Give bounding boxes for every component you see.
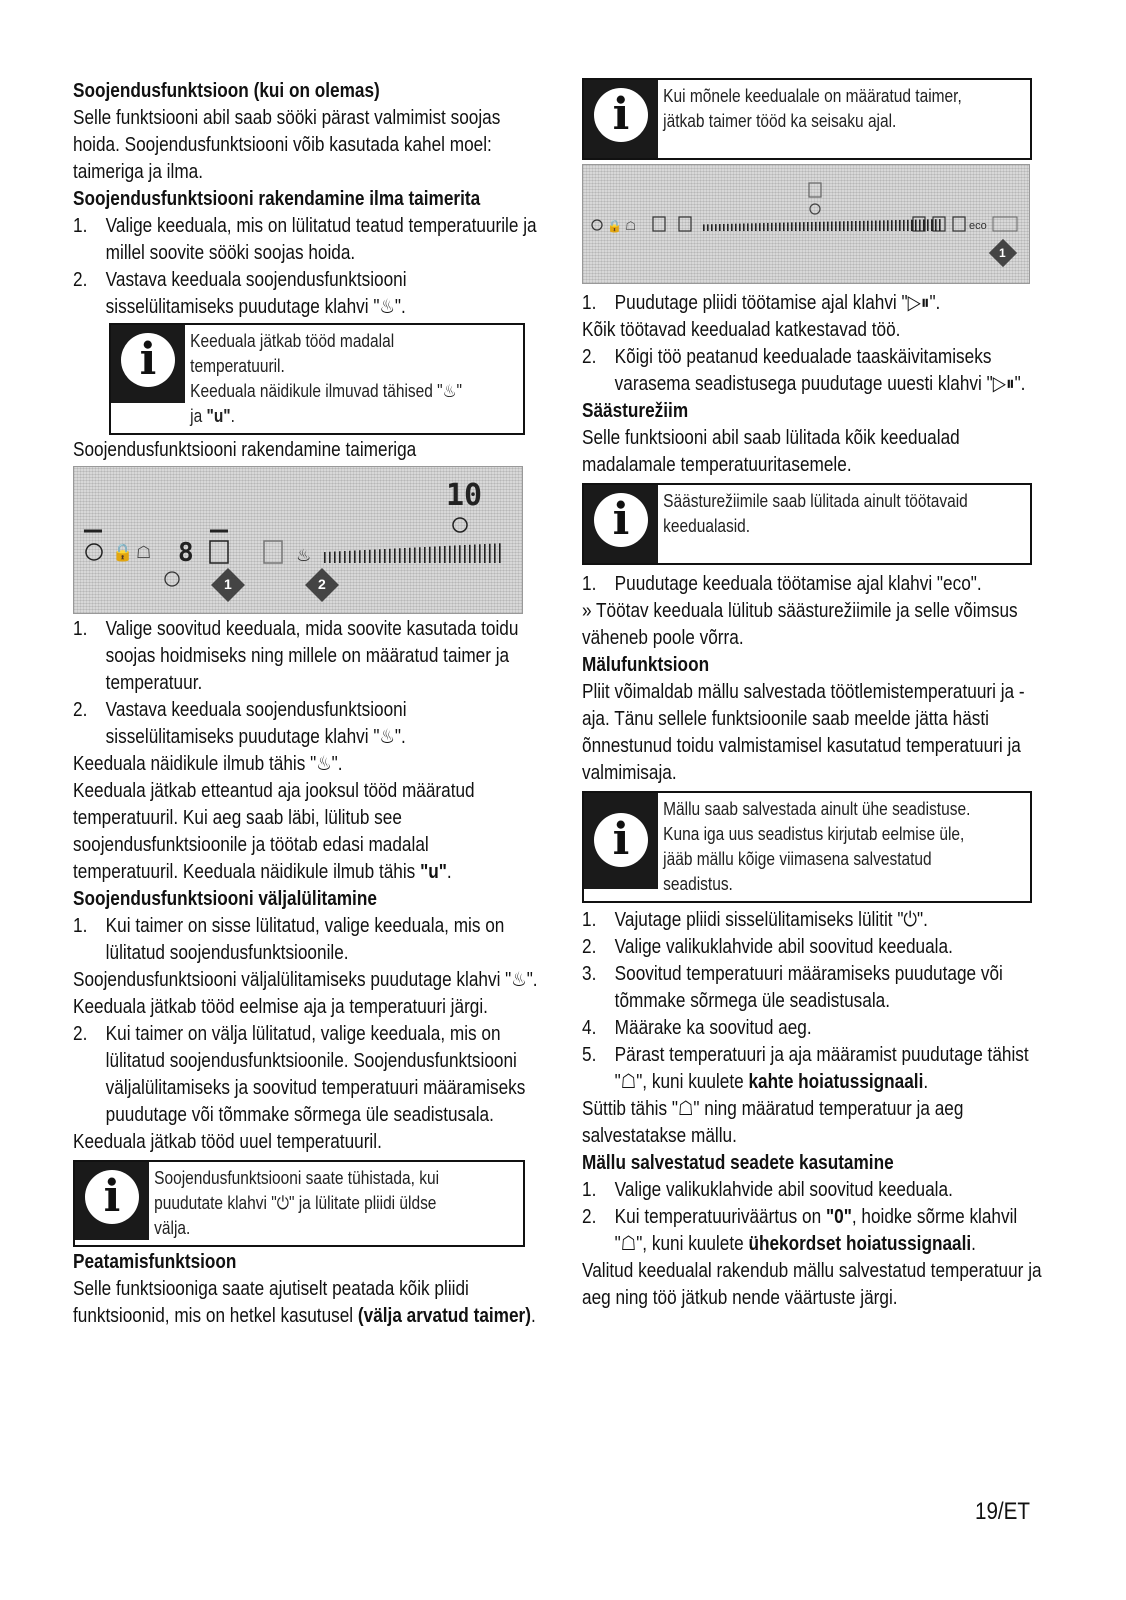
power-icon — [592, 220, 602, 230]
slider-bar — [799, 222, 801, 231]
slider-bar — [707, 224, 709, 231]
paragraph: » Töötav keeduala lülitub säästurežiimile ja selle võimsus väheneb poole võrra. — [582, 600, 1018, 649]
list-item: 2. Valige valikuklahvide abil soovitud keeduala. — [582, 936, 953, 958]
slider-bar — [819, 222, 821, 231]
slider-bar — [911, 220, 913, 231]
slider-bar — [807, 222, 809, 231]
slider-bar — [919, 220, 921, 231]
slider-bar — [899, 220, 901, 231]
slider-bar — [459, 545, 461, 563]
list-item: 4. Määrake ka soovitud aeg. — [582, 1017, 812, 1039]
list-item: 1. Vajutage pliidi sisselülitamiseks lülitit "⏻". — [582, 909, 928, 931]
slider-bar — [931, 219, 933, 231]
eco-icon: eco — [969, 220, 987, 232]
zone-icons — [653, 217, 965, 231]
right-column — [582, 78, 1052, 1312]
slider-bar — [835, 221, 837, 231]
list-item: 3. Soovitud temperatuuri määramiseks puudutage või tõmmake sõrmega üle seadistusala. — [582, 963, 1003, 1012]
list-item: 1. Kui taimer on sisse lülitatud, valige keeduala, mis on lülitatud soojendusfunktsioonile. — [73, 915, 505, 964]
list-item: 1. Valige keeduala, mis on lülitatud teatud temperatuurile ja millel soovite sööki soojas hoida. — [73, 215, 537, 264]
slider-bar — [839, 221, 841, 231]
zone-icon — [210, 541, 228, 563]
control-panel-svg — [583, 165, 1029, 283]
paragraph: Keeduala jätkab etteantud aja jooksul tööd määratud temperatuuril. Kui aeg saab läbi, lülitub see soojendusfunktsioonile ja töötab edasi madalal temperatuuril. Keeduala näidikule ilmub tähis "u". — [73, 780, 475, 883]
slider-bar — [843, 221, 845, 231]
power-icon — [86, 544, 102, 560]
slider-bar — [767, 223, 769, 231]
info-icon: i — [111, 325, 185, 403]
list-item: 1. Valige valikuklahvide abil soovitud keeduala. — [582, 1179, 953, 1201]
info-box: i Säästurežiimile saab lülitada ainult töötavaid keedualasid. — [582, 483, 1032, 565]
slider-bar — [883, 220, 885, 231]
slider-bar — [935, 219, 937, 231]
slider-bar — [915, 220, 917, 231]
slider-bar — [923, 219, 925, 231]
paragraph: Valitud keedualal rakendub mällu salvestatud temperatuur ja aeg ning töö jätkub nende väärtuste järgi. — [582, 1260, 1042, 1309]
slider-bar — [751, 223, 753, 231]
slider-bar — [703, 224, 705, 231]
heading-with-timer: Soojendusfunktsiooni rakendamine taimeriga — [73, 439, 417, 461]
slider-bar — [847, 221, 849, 231]
slider-bar — [711, 224, 713, 231]
slider-bar — [735, 224, 737, 231]
slider-bar — [783, 223, 785, 231]
slider-bar — [863, 221, 865, 231]
slider-bar — [739, 224, 741, 231]
paragraph: Selle funktsiooni abil saab lülitada kõik keedualad madalamale temperatuuritasemele. — [582, 427, 960, 476]
heading-memory-function: Mälufunktsioon — [582, 654, 710, 676]
slider-bar — [454, 546, 456, 564]
slider-bar — [891, 220, 893, 231]
timer-display: 10 — [446, 478, 483, 513]
paragraph: Keeduala jätkab tööd eelmise aja ja temperatuuri järgi. — [73, 996, 488, 1018]
zone-icon — [653, 217, 665, 231]
slider-bar — [831, 222, 833, 231]
slider-bar — [939, 219, 941, 231]
marker-label-1: 1 — [999, 246, 1006, 260]
slider-bar — [474, 545, 476, 564]
list-item: 2. Kui taimer on välja lülitatud, valige keeduala, mis on lülitatud soojendusfunktsioonile. Soojendusfunktsiooni väljalülitamiseks ja soovitud temperatuuri määramiseks puudutage või tõmmake sõrmega üle seadistusala. — [73, 1023, 526, 1126]
slider-bar — [719, 224, 721, 231]
slider-bar — [439, 546, 441, 563]
slider-bars — [324, 543, 501, 563]
slider-bar — [404, 548, 406, 563]
paragraph: Selle funktsiooni abil saab sööki pärast valmimist soojas hoida. Soojendusfunktsiooni võib kasutada kahel moel: taimeriga ja ilma. — [73, 107, 501, 183]
slider-bar — [727, 224, 729, 231]
slider-bar — [887, 220, 889, 231]
slider-bar — [879, 220, 881, 231]
slider-bar — [715, 224, 717, 231]
slider-bar — [907, 220, 909, 231]
slider-bar — [763, 223, 765, 231]
paragraph: Selle funktsiooniga saate ajutiselt peatada kõik pliidi funktsioonid, mis on hetkel kasutusel (välja arvatud taimer). — [73, 1278, 536, 1327]
list-item: 1. Puudutage keeduala töötamise ajal klahvi "eco". — [582, 573, 982, 595]
slider-bar — [867, 221, 869, 231]
slider-bar — [851, 221, 853, 231]
control-panel-svg — [74, 467, 522, 613]
slider-bar — [731, 224, 733, 231]
heading-using-memory: Mällu salvestatud seadete kasutamine — [582, 1152, 894, 1174]
slider-bar — [419, 547, 421, 563]
slider-bar — [379, 549, 381, 563]
slider-bar — [787, 223, 789, 231]
slider-bar — [743, 224, 745, 232]
slider-bar — [755, 223, 757, 231]
heading-eco-mode: Säästurežiim — [582, 400, 689, 422]
info-icon: i — [584, 80, 658, 158]
slider-bar — [927, 219, 929, 231]
list-item: 2. Vastava keeduala soojendusfunktsiooni sisselülitamiseks puudutage klahvi "♨". — [73, 269, 407, 318]
slider-bar — [479, 544, 481, 563]
left-column — [73, 78, 539, 1330]
slider-bar — [903, 220, 905, 231]
slider-bar — [394, 549, 396, 564]
marker-label-2: 2 — [318, 576, 326, 592]
info-box: i Mällu saab salvestada ainult ühe seadistuse. Kuna iga uus seadistus kirjutab eelmise üle, jääb mällu kõige viimasena salvestatud seadistus. — [582, 791, 1032, 903]
slider-bar — [484, 544, 486, 563]
paragraph: Pliit võimaldab mällu salvestada töötlemistemperatuuri ja -aja. Tänu sellele funktsioonile saab meelde jätta hästi õnnestunud toidu valmistamisel kasutatud temperatuuri ja valmimisaja. — [582, 681, 1025, 784]
slider-bar — [779, 223, 781, 231]
slider-bar — [414, 548, 416, 564]
lock-icon: 🔒 — [112, 543, 134, 563]
slider-bar — [464, 545, 466, 563]
slider-bar — [815, 222, 817, 231]
slider-bar — [823, 222, 825, 231]
marker-label-1: 1 — [224, 576, 232, 592]
slider-bar — [827, 222, 829, 231]
slider-bar — [499, 543, 501, 563]
slider-bar — [871, 221, 873, 231]
warming-icon: ♨ — [296, 546, 312, 566]
list-item: 2. Vastava keeduala soojendusfunktsiooni sisselülitamiseks puudutage klahvi "♨". — [73, 699, 407, 748]
heading-turn-off: Soojendusfunktsiooni väljalülitamine — [73, 888, 377, 910]
slider-bar — [329, 552, 331, 563]
slider-bar — [723, 224, 725, 231]
slider-bar — [811, 222, 813, 231]
svg-text:🔒 ☖: 🔒 ☖ — [607, 219, 637, 233]
slider-bar — [409, 548, 411, 563]
slider-bars — [703, 219, 941, 231]
control-panel-illustration — [582, 164, 1030, 284]
slider-bar — [859, 221, 861, 231]
slider-bar — [434, 547, 436, 564]
list-item: 2. Kui temperatuuriväärtus on "0", hoidke sõrme klahvil "☖", kuni kuulete ühekordset hoiatussignaali. — [582, 1206, 1018, 1255]
slider-bar — [424, 547, 426, 563]
timer-icon — [453, 518, 467, 532]
slider-bar — [344, 551, 346, 563]
slider-bar — [384, 549, 386, 563]
control-panel-illustration — [73, 466, 523, 614]
list-item: 2. Kõigi töö peatanud keedualade taaskäivitamiseks varasema seadistusega puudutage uuesti klahvi "▷⏸". — [582, 346, 1026, 395]
slider-bar — [374, 550, 376, 564]
slider-bar — [354, 551, 356, 564]
slider-bar — [771, 223, 773, 231]
paragraph: Keeduala näidikule ilmub tähis "♨". — [73, 753, 343, 775]
zone-display: 8 — [178, 538, 194, 568]
slider-bar — [324, 552, 326, 563]
slider-bar — [359, 550, 361, 563]
slider-bar — [747, 223, 749, 231]
slider-bar — [494, 544, 496, 564]
slider-bar — [444, 546, 446, 563]
slider-bar — [349, 551, 351, 563]
heading-pause-function: Peatamisfunktsioon — [73, 1251, 237, 1273]
info-icon: i — [584, 485, 658, 563]
info-icon: i — [584, 793, 658, 889]
slider-bar — [855, 221, 857, 231]
zone-icon — [679, 217, 691, 231]
timer-small-icon — [165, 572, 179, 586]
slider-bar — [364, 550, 366, 563]
zone-icon — [953, 217, 965, 231]
info-box: i Kui mõnele keedualale on määratud taimer, jätkab taimer tööd ka seisaku ajal. — [582, 78, 1032, 160]
info-box: i Keeduala jätkab tööd madalal temperatuuril. Keeduala näidikule ilmuvad tähised "♨" ja "u". — [109, 323, 525, 435]
slider-bar — [334, 552, 336, 564]
slider-bar — [369, 550, 371, 563]
slider-bar — [489, 544, 491, 563]
slider-bar — [875, 221, 877, 231]
slider-bar — [399, 548, 401, 563]
slider-bar — [389, 549, 391, 563]
list-item: 5. Pärast temperatuuri ja aja määramist puudutage tähist "☖", kuni kuulete kahte hoiatussignaali. — [582, 1044, 1029, 1093]
paragraph: Keeduala jätkab tööd uuel temperatuuril. — [73, 1131, 382, 1153]
slider-bar — [803, 222, 805, 231]
page-number: 19/ET — [974, 1498, 1030, 1525]
heading-warming-function: Soojendusfunktsioon (kui on olemas) — [73, 80, 380, 102]
slider-bar — [469, 545, 471, 563]
memory-icon: ☖ — [136, 543, 152, 563]
slider-bar — [759, 223, 761, 231]
list-item: 1. Puudutage pliidi töötamise ajal klahvi "▷⏸". — [582, 292, 941, 314]
slider-bar — [791, 222, 793, 231]
list-item: 1. Valige soovitud keeduala, mida soovite kasutada toidu soojas hoidmiseks ning millele on määratud taimer ja temperatuur. — [73, 618, 519, 694]
slider-bar — [795, 222, 797, 231]
slider-bar — [339, 551, 341, 563]
slider-bar — [775, 223, 777, 231]
slider-bar — [895, 220, 897, 231]
slider-bar — [449, 546, 451, 563]
paragraph: Kõik töötavad keedualad katkestavad töö. — [582, 319, 901, 341]
info-icon: i — [75, 1162, 149, 1240]
heading-without-timer: Soojendusfunktsiooni rakendamine ilma taimerita — [73, 188, 481, 210]
paragraph: Soojendusfunktsiooni väljalülitamiseks puudutage klahvi "♨". — [73, 969, 538, 991]
slider-bar — [429, 547, 431, 563]
paragraph: Süttib tähis "☖" ning määratud temperatuur ja aeg salvestatakse mällu. — [582, 1098, 964, 1147]
info-box: i Soojendusfunktsiooni saate tühistada, kui puudutate klahvi "⏻" ja lülitate pliidi üldse välja. — [73, 1160, 525, 1247]
